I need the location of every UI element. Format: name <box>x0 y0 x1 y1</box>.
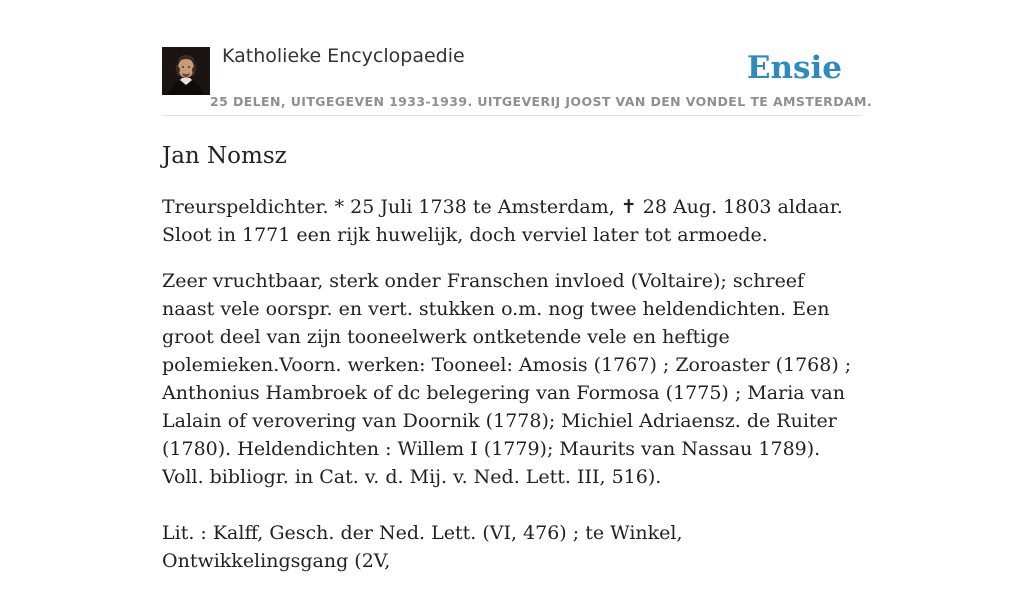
article-paragraph: Zeer vruchtbaar, sterk onder Franschen invloed (Voltaire); schreef naast vele oorspr. en vert. stukken o.m. nog twee heldendichten. Een groot deel van zijn tooneelwerk ontketende vele en heftige polemieken.Voorn. werken: Tooneel: Amosis (1767) ; Zoroaster (1768) ; Anthonius Hambroek of dc belegering van Formosa (1775) ; Maria van Lalain of verovering van Doornik (1778); Michiel Adriaensz. de Ruiter (1780). Heldendichten : Willem I (1779); Maurits van Nassau 1789). Voll. bibliogr. in Cat. v. d. Mij. v. Ned. Lett. III, 516). <box>162 270 852 488</box>
site-header <box>162 0 873 116</box>
site-title[interactable]: Katholieke Encyclopaedie <box>222 45 465 67</box>
article-content <box>162 193 862 575</box>
page <box>162 0 873 593</box>
article-title: Jan Nomsz <box>162 143 287 169</box>
literature-paragraph: Lit. : Kalff, Gesch. der Ned. Lett. (VI, 476) ; te Winkel, Ontwikkelingsgang (2V, <box>162 522 683 572</box>
portrait-avatar-icon[interactable] <box>162 47 210 95</box>
site-subtitle: 25 DELEN, UITGEGEVEN 1933-1939. UITGEVERIJ JOOST VAN DEN VONDEL TE AMSTERDAM. <box>210 94 873 109</box>
ensie-logo-link[interactable]: Ensie <box>746 50 842 86</box>
article-paragraph: Treurspeldichter. * 25 Juli 1738 te Amsterdam, ✝ 28 Aug. 1803 aldaar. Sloot in 1771 een rijk huwelijk, doch verviel later tot armoede. <box>162 196 843 246</box>
